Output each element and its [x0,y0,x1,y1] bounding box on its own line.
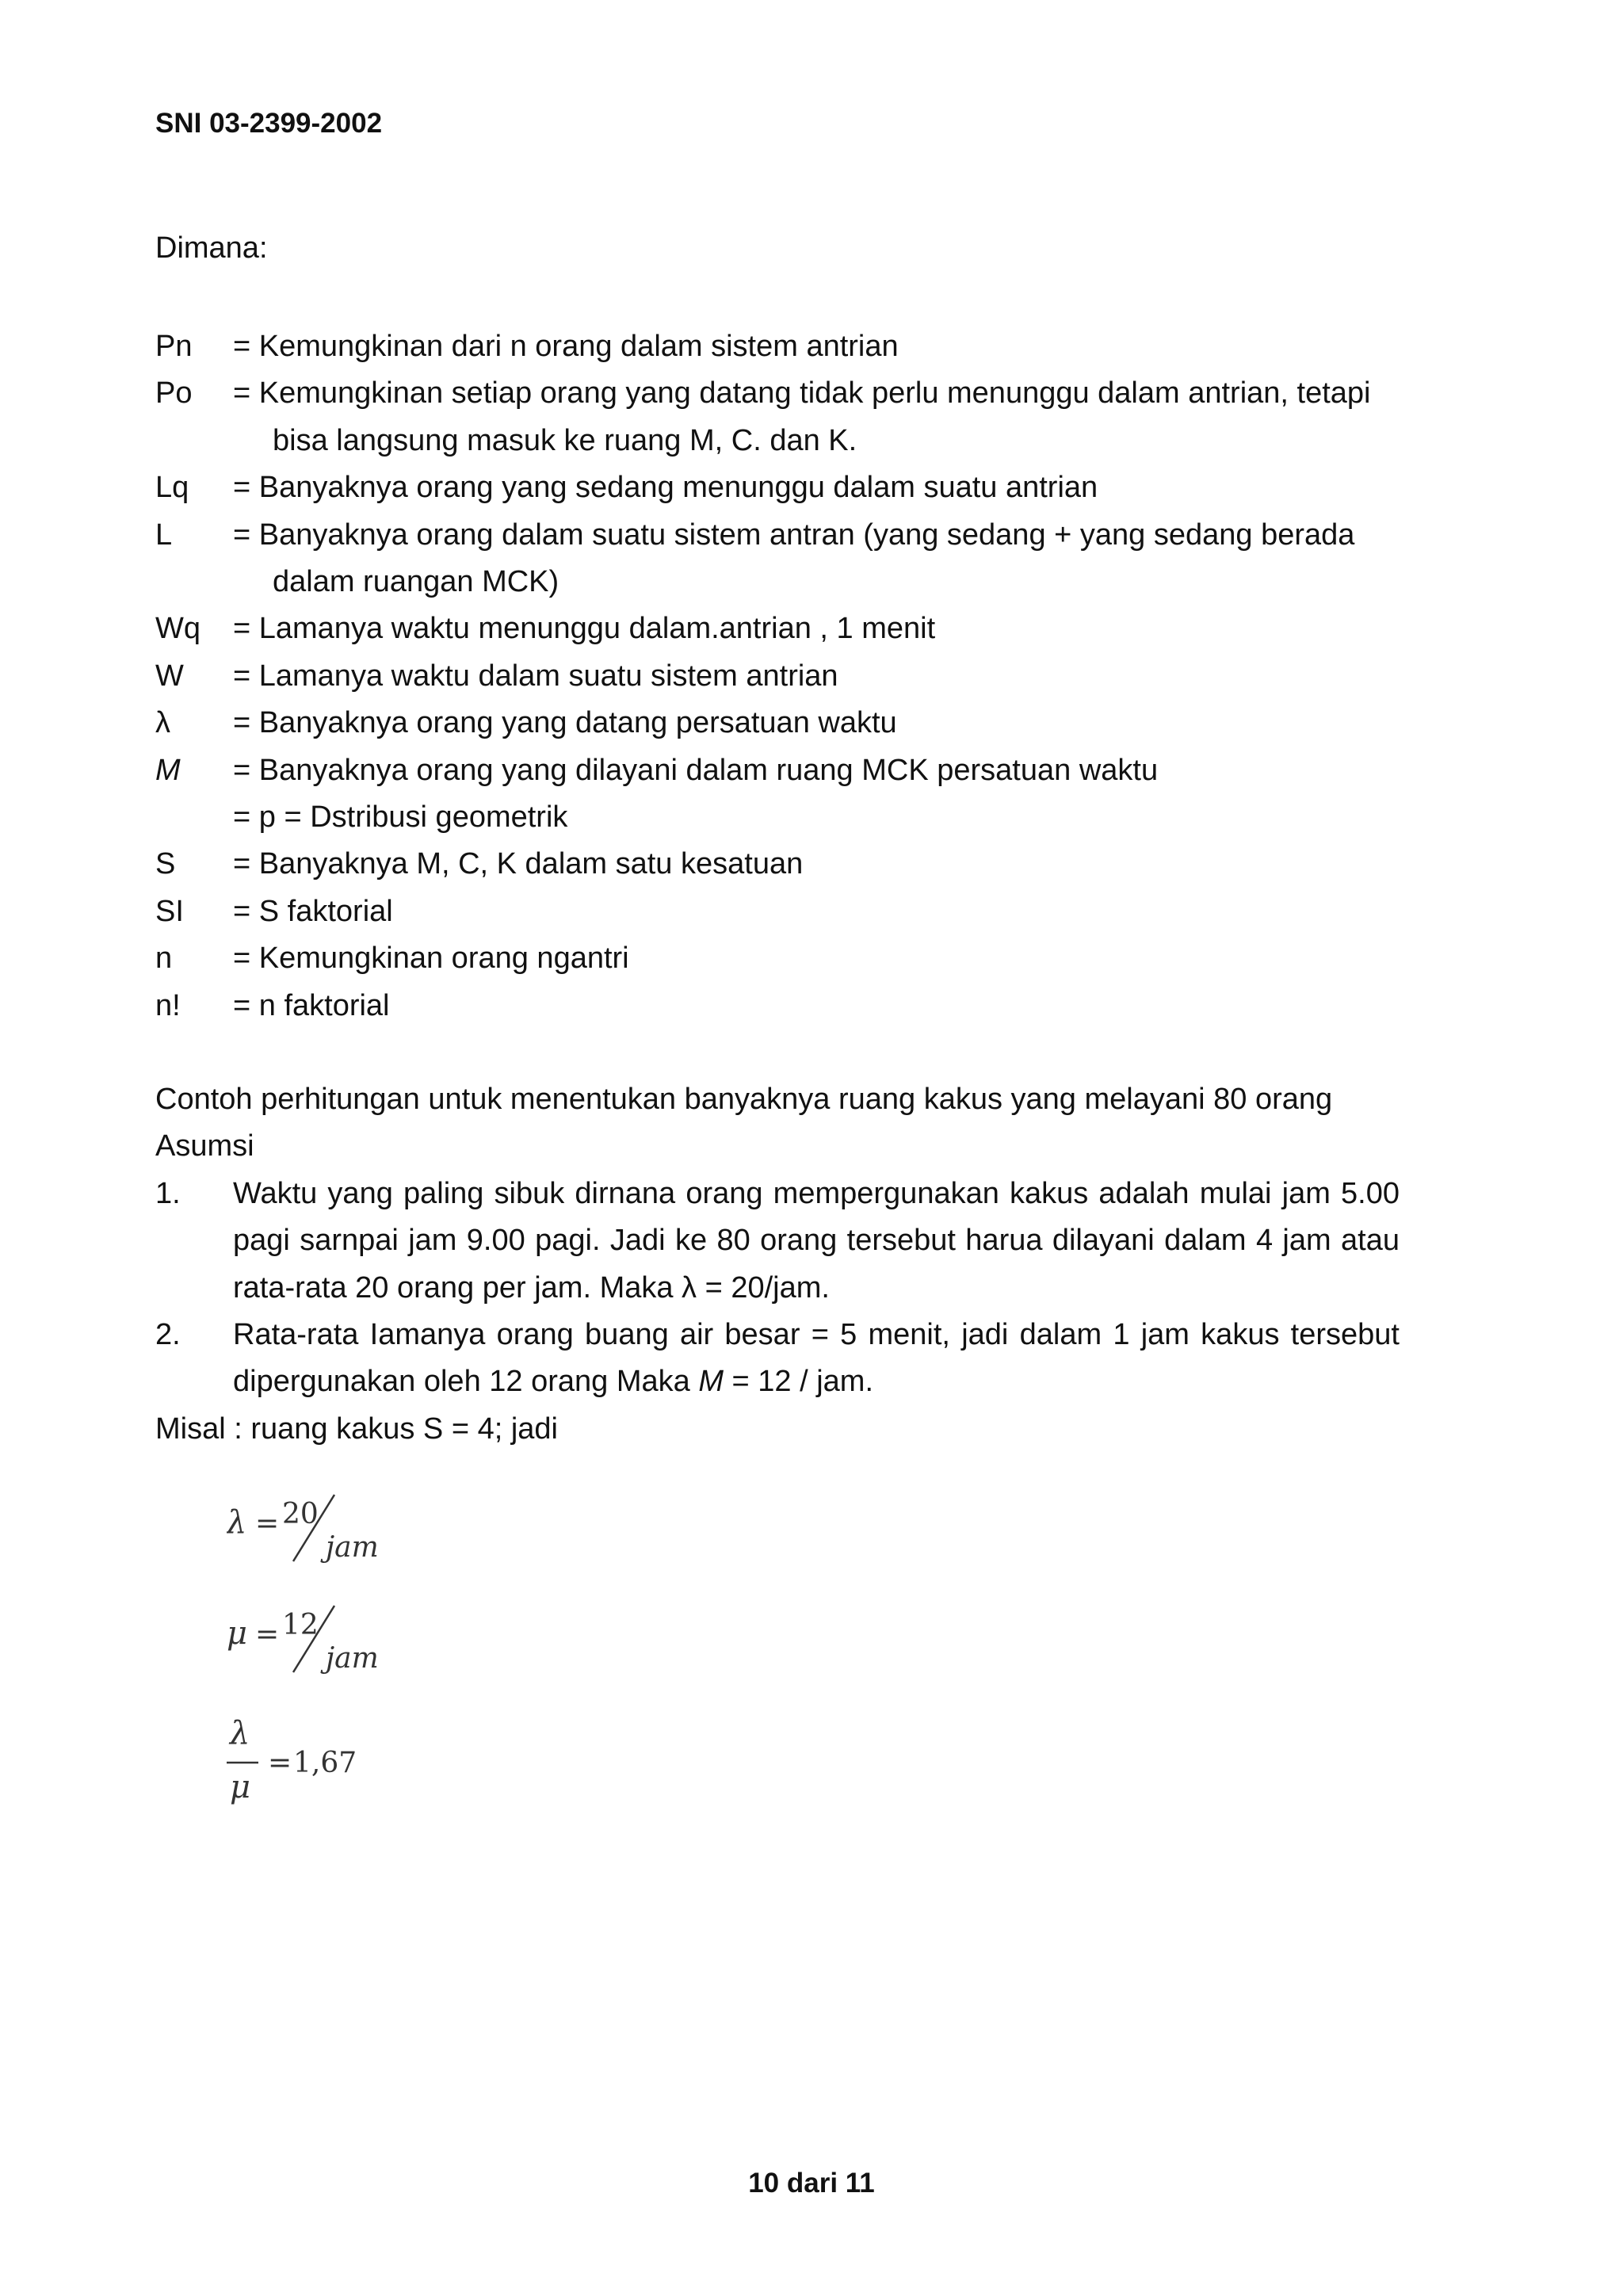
list-item-text: Waktu yang paling sibuk dirnana orang mempergunakan kakus adalah mulai jam 5.00 pagi sarnpai jam 9.00 pagi. Jadi ke 80 orang tersebut harua dilayani dalam 4 jam atau rata-rata 20 orang per jam. Maka λ = 20/jam. [233,1176,1400,1305]
document-code: SNI 03-2399-2002 [155,108,383,139]
definition-row [155,606,1400,652]
list-item-text [233,1312,1400,1406]
formula-lambda-eq: = [255,1507,280,1540]
definition-symbol: L [155,518,173,552]
formula-ratio-eq: = [268,1747,292,1779]
definition-text [233,935,1400,982]
definition-symbol: M [155,753,181,787]
definition-text [233,888,1400,935]
definition-row [155,464,1400,511]
definition-symbol: Wq [155,612,200,646]
definition-symbol: S [155,847,176,881]
formula-ratio [227,1712,385,1815]
definition-text-main: = Banyaknya orang yang datang persatuan waktu [233,706,897,740]
example-intro: Contoh perhitungan untuk menentukan banyaknya ruang kakus yang melayani 80 orang [155,1083,1333,1116]
formula-mu-symbol: μ [227,1615,247,1652]
misal-line: Misal : ruang kakus S = 4; jadi [155,1412,558,1446]
definition-text [233,794,1400,841]
definition-text [233,464,1400,511]
formula-lambda-num: 20 [282,1498,319,1530]
definition-text-main: = Lamanya waktu menunggu dalam.antrian , 1 menit [233,612,936,646]
definition-row [155,935,1400,982]
example-section [155,1076,1400,1453]
definition-text [233,606,1400,652]
formula-mu-unit: jam [326,1642,379,1675]
definition-text-main: = Banyaknya orang yang sedang menunggu dalam suatu antrian [233,471,1098,505]
definition-row [155,370,1400,464]
formula-ratio-top: λ [230,1715,250,1752]
definition-text [233,370,1400,464]
formula-mu-eq: = [255,1618,280,1651]
definition-row [155,841,1400,888]
definition-symbol: n! [155,988,181,1022]
definition-text-continuation: dalam ruangan MCK) [273,565,559,599]
assumption-label: Asumsi [155,1129,254,1163]
list-item-symbol-m: M [698,1365,724,1399]
definition-row [155,653,1400,700]
formula-mu [227,1601,433,1688]
intro-label: Dimana: [155,231,268,265]
list-item-text-part: Rata-rata Iamanya orang buang air besar = 5 menit, jadi dalam 1 jam kakus tersebut dipergunakan oleh 12 orang Maka [233,1318,1400,1399]
definition-row [155,794,1400,841]
definition-text [233,841,1400,888]
definition-text-main: = n faktorial [233,988,390,1022]
definition-list [155,323,1400,1030]
definition-text-main: = Kemungkinan setiap orang yang datang tidak perlu menunggu dalam antrian, tetapi [233,376,1371,411]
definition-text-main: = Banyaknya orang dalam suatu sistem antran (yang sedang + yang sedang berada [233,518,1355,552]
definition-text [233,983,1400,1030]
definition-symbol: W [155,659,184,693]
definition-text-main: = p = Dstribusi geometrik [233,800,568,835]
definition-row [155,700,1400,747]
definition-text-main: = Lamanya waktu dalam suatu sistem antrian [233,659,838,693]
definition-symbol: Pn [155,330,193,363]
list-item-number: 2. [155,1318,181,1352]
definition-row [155,888,1400,935]
formula-lambda-symbol: λ [227,1504,247,1541]
definition-symbol: λ [155,706,170,740]
definition-row [155,512,1400,606]
definition-text-continuation: bisa langsung masuk ke ruang M, C. dan K. [273,423,857,457]
list-item [155,1312,1400,1406]
definition-symbol: n [155,942,173,976]
formula-lambda [227,1490,433,1577]
list-item-number: 1. [155,1176,181,1210]
definition-symbol: SI [155,894,184,928]
definition-row [155,323,1400,370]
page-number: 10 dari 11 [748,2168,875,2199]
definition-text-main: = Banyaknya orang yang dilayani dalam ruang MCK persatuan waktu [233,753,1159,787]
definition-text-main: = Kemungkinan orang ngantri [233,942,629,976]
formula-ratio-bottom: μ [230,1769,250,1805]
definition-text [233,700,1400,747]
definition-row [155,983,1400,1030]
definition-text-main: = Kemungkinan dari n orang dalam sistem antrian [233,330,899,363]
definition-text [233,747,1400,794]
formula-ratio-value: 1,67 [293,1747,357,1779]
definition-symbol: Lq [155,471,189,505]
list-item [155,1171,1400,1312]
definition-text [233,653,1400,700]
definition-text [233,512,1400,606]
formula-lambda-unit: jam [326,1531,379,1564]
definition-symbol: Po [155,376,193,411]
definition-text-main: = Banyaknya M, C, K dalam satu kesatuan [233,847,804,881]
definition-symbol [155,794,233,841]
definition-text-main: = S faktorial [233,894,393,928]
formula-mu-num: 12 [282,1609,319,1641]
list-item-text-part: = 12 / jam. [723,1365,874,1399]
definition-text [233,323,1400,370]
definition-row [155,747,1400,794]
